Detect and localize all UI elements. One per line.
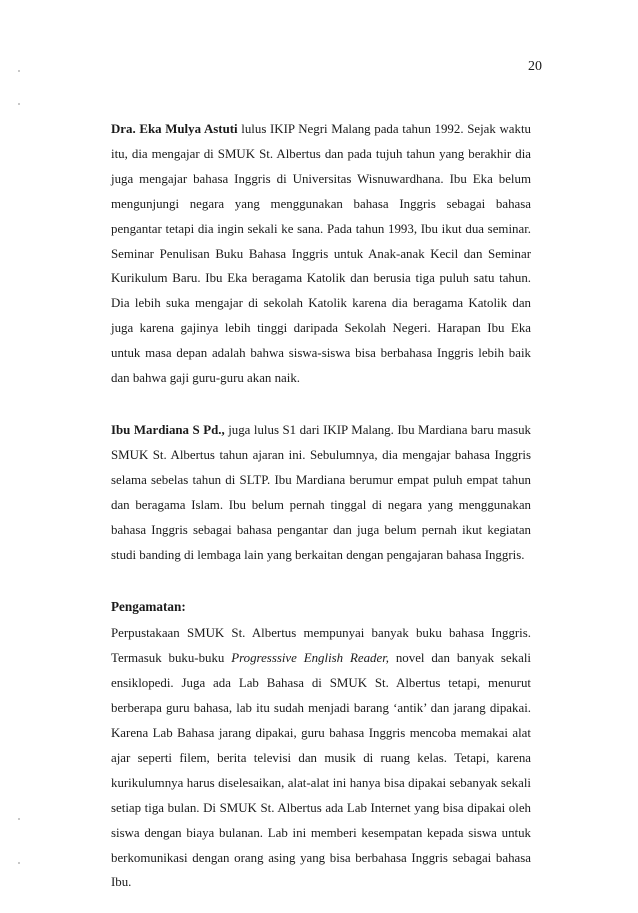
teacher-name: Ibu Mardiana S Pd., xyxy=(111,422,225,437)
scan-speck xyxy=(18,818,20,820)
paragraph-eka-mulya-astuti xyxy=(111,117,531,391)
paragraph-text: lulus IKIP Negri Malang pada tahun 1992. Sejak waktu itu, dia mengajar di SMUK St. Albertus dan pada tujuh tahun yang berakhir dia juga mengajar bahasa Inggris di Universitas Wisnuwardhana. Ibu Eka belum mengunjungi negara yang menggunakan bahasa Inggris sebagai bahasa pengantar tetapi dia ingin sekali ke sana. Pada tahun 1993, Ibu ikut dua seminar. Seminar Penulisan Buku Bahasa Inggris untuk Anak-anak Kecil dan Seminar Kurikulum Baru. Ibu Eka beragama Katolik dan berusia tiga puluh satu tahun. Dia lebih suka mengajar di sekolah Katolik karena dia beragama Katolik dan juga karena gajinya lebih tinggi daripada Sekolah Negeri. Harapan Ibu Eka untuk masa depan adalah bahwa siswa-siswa bisa berbahasa Inggris lebih baik dan bahwa gaji guru-guru akan naik. xyxy=(111,122,531,386)
document-body xyxy=(111,117,531,895)
scan-speck xyxy=(18,103,20,105)
paragraph-text: Perpustakaan SMUK St. Albertus mempunyai banyak buku bahasa Inggris. Termasuk buku-buku xyxy=(111,626,531,666)
book-title: Progresssive English Reader, xyxy=(231,651,389,666)
paragraph-text: juga lulus S1 dari IKIP Malang. Ibu Mardiana baru masuk SMUK St. Albertus tahun ajaran ini. Sebulumnya, dia mengajar bahasa Inggris selama sebelas tahun di SLTP. Ibu Mardiana berumur empat puluh empat tahun dan beragama Islam. Ibu belum pernah tinggal di negara yang menggunakan bahasa Inggris sebagai bahasa pengantar dan juga belum pernah ikut kegiatan studi banding di lembaga lain yang berkaitan dengan pengajaran bahasa Inggris. xyxy=(111,422,532,562)
scan-speck xyxy=(18,862,20,864)
teacher-name: Dra. Eka Mulya Astuti xyxy=(111,122,238,136)
page-number: 20 xyxy=(528,59,542,74)
paragraph-mardiana xyxy=(111,418,531,567)
paragraph-text: novel dan banyak sekali ensiklopedi. Juga ada Lab Bahasa di SMUK St. Albertus tetapi, menurut berberapa guru bahasa, lab itu sudah menjadi barang ‘antik’ dan jarang dipakai. Karena Lab Bahasa jarang dipakai, guru bahasa Inggris mencoba memakai alat ajar seperti filem, berita televisi dan musik di ruang kelas. Tetapi, karena kurikulumnya harus diselesaikan, alat-alat ini hanya bisa dipakai sebanyak sekali setiap tiga bulan. Di SMUK St. Albertus ada Lab Internet yang bisa dipakai oleh siswa dengan biaya bulanan. Lab ini memberi kesempatan kepada siswa untuk berkomunikasi dengan orang asing yang bisa berbahasa Inggris sebagai bahasa Ibu. xyxy=(111,651,531,890)
paragraph-pengamatan xyxy=(111,621,531,895)
section-heading: Pengamatan: xyxy=(111,599,186,615)
scan-speck xyxy=(18,70,20,72)
